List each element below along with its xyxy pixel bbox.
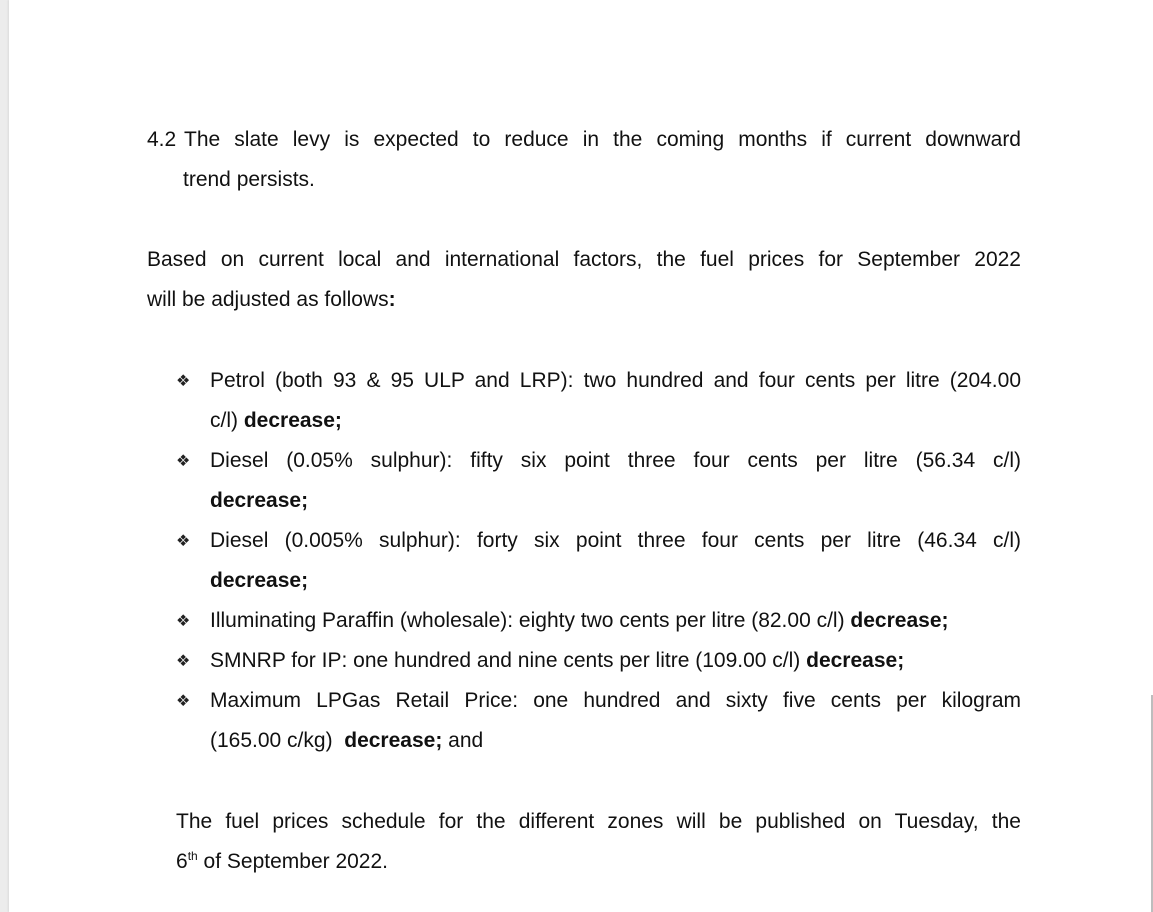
section-line-1: The slate levy is expected to reduce in the coming months if current downward bbox=[184, 128, 1021, 151]
item-lpgas-line-2: (165.00 c/kg) decrease; and bbox=[210, 729, 484, 752]
diamond-ornament-icon: ❖ bbox=[176, 371, 191, 390]
diamond-ornament-icon: ❖ bbox=[176, 651, 191, 670]
section-number: 4.2 bbox=[147, 128, 177, 151]
decrease-label: decrease; bbox=[344, 729, 443, 752]
item-petrol-line-2: c/l) decrease; bbox=[210, 409, 342, 432]
item-smnrp-line-1: SMNRP for IP: one hundred and nine cents per litre (109.00 c/l) decrease; bbox=[210, 649, 905, 672]
decrease-label: decrease; bbox=[210, 489, 309, 512]
item-diesel-0005-line-1: Diesel (0.005% sulphur): forty six point three four cents per litre (46.34 c/l) bbox=[210, 529, 1021, 552]
item-petrol-line-1: Petrol (both 93 & 95 ULP and LRP): two hundred and four cents per litre (204.00 bbox=[210, 369, 1021, 392]
closing-line-1: The fuel prices schedule for the different zones will be published on Tuesday, the bbox=[176, 810, 1021, 833]
section-line-2: trend persists. bbox=[183, 168, 315, 191]
diamond-ornament-icon: ❖ bbox=[176, 451, 191, 470]
intro-line-2: will be adjusted as follows: bbox=[147, 288, 396, 311]
diamond-ornament-icon: ❖ bbox=[176, 691, 191, 710]
diamond-ornament-icon: ❖ bbox=[176, 531, 191, 550]
decrease-label: decrease; bbox=[806, 649, 905, 672]
item-diesel-005-line-1: Diesel (0.05% sulphur): fifty six point three four cents per litre (56.34 c/l) bbox=[210, 449, 1021, 472]
intro-line-1: Based on current local and international factors, the fuel prices for September 2022 bbox=[147, 248, 1021, 271]
decrease-label: decrease; bbox=[243, 409, 342, 432]
closing-line-2: 6th of September 2022. bbox=[176, 849, 389, 873]
decrease-label: decrease; bbox=[850, 609, 949, 632]
diamond-ornament-icon: ❖ bbox=[176, 611, 191, 630]
decrease-label: decrease; bbox=[210, 569, 309, 592]
item-lpgas-line-1: Maximum LPGas Retail Price: one hundred and sixty five cents per kilogram bbox=[210, 689, 1021, 712]
item-paraffin-line-1: Illuminating Paraffin (wholesale): eighty two cents per litre (82.00 c/l) decrease; bbox=[210, 609, 949, 632]
